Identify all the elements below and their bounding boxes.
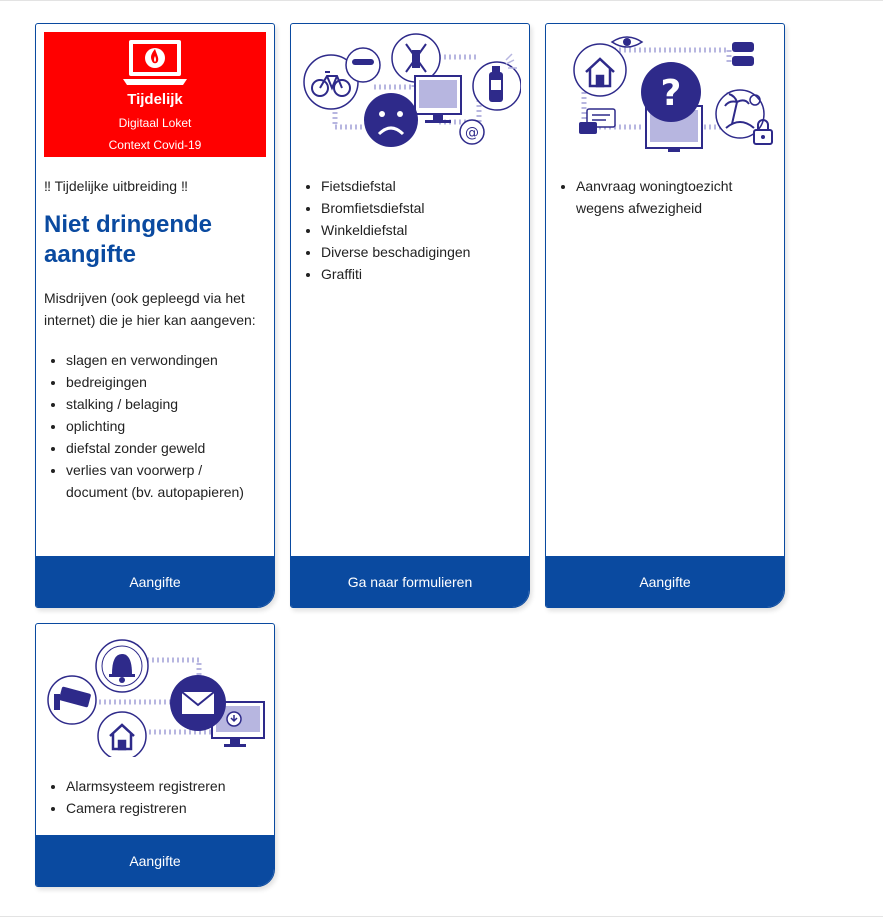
list-item: • Diverse beschadigingen xyxy=(321,241,521,263)
registration-list xyxy=(44,775,266,819)
top-divider xyxy=(0,0,883,1)
home-watch-illustration xyxy=(554,32,776,157)
banner-context: Context Covid-19 xyxy=(108,138,202,152)
svg-text:@: @ xyxy=(465,125,479,141)
aangifte-button[interactable]: Aangifte xyxy=(546,556,784,607)
offense-list xyxy=(299,175,521,285)
card-heading: Niet dringende aangifte xyxy=(44,211,213,268)
list-item: • diefstal zonder geweld xyxy=(66,437,266,459)
list-item: • Alarmsysteem registreren xyxy=(66,775,266,797)
list-item: • oplichting xyxy=(66,415,266,437)
card-description: Misdrijven (ook gepleegd via het internet) die je hier kan aangeven: xyxy=(44,290,256,328)
list-item: • Bromfietsdiefstal xyxy=(321,197,521,219)
list-item: • Winkeldiefstal xyxy=(321,219,521,241)
list-item: • Aanvraag woningtoezicht wegens afwezigheid xyxy=(576,175,776,219)
card-woningtoezicht xyxy=(545,23,785,608)
banner-subtitle: Digitaal Loket xyxy=(118,116,192,130)
list-item: • Camera registreren xyxy=(66,797,266,819)
offense-list xyxy=(44,349,266,503)
binoculars-icon xyxy=(732,42,754,66)
card-diefstal-beschadiging xyxy=(290,23,530,608)
envelope-icon xyxy=(182,692,214,714)
aangifte-button[interactable]: Aangifte xyxy=(36,835,274,886)
laptop-flame-icon xyxy=(121,38,189,88)
banner-title: Tijdelijk xyxy=(127,91,183,108)
card-niet-dringende-aangifte xyxy=(35,23,275,608)
request-list xyxy=(554,175,776,219)
theft-damage-illustration xyxy=(299,32,521,157)
list-item: • verlies van voorwerp / document (bv. autopapieren) xyxy=(66,459,266,503)
covid-banner xyxy=(44,32,266,157)
list-item: • Graffiti xyxy=(321,263,521,285)
ga-naar-formulieren-button[interactable]: Ga naar formulieren xyxy=(291,556,529,607)
list-item: • stalking / belaging xyxy=(66,393,266,415)
temporary-extension-note: ‼ Tijdelijke uitbreiding ‼ xyxy=(44,178,188,194)
list-item: • Fietsdiefstal xyxy=(321,175,521,197)
bottom-divider xyxy=(0,916,883,917)
eye-icon xyxy=(612,37,642,47)
card-alarm-camera xyxy=(35,623,275,887)
list-item: • slagen en verwondingen xyxy=(66,349,266,371)
svg-text:?: ? xyxy=(660,73,682,114)
list-item: • bedreigingen xyxy=(66,371,266,393)
aangifte-button[interactable]: Aangifte xyxy=(36,556,274,607)
alarm-camera-illustration xyxy=(44,632,266,757)
